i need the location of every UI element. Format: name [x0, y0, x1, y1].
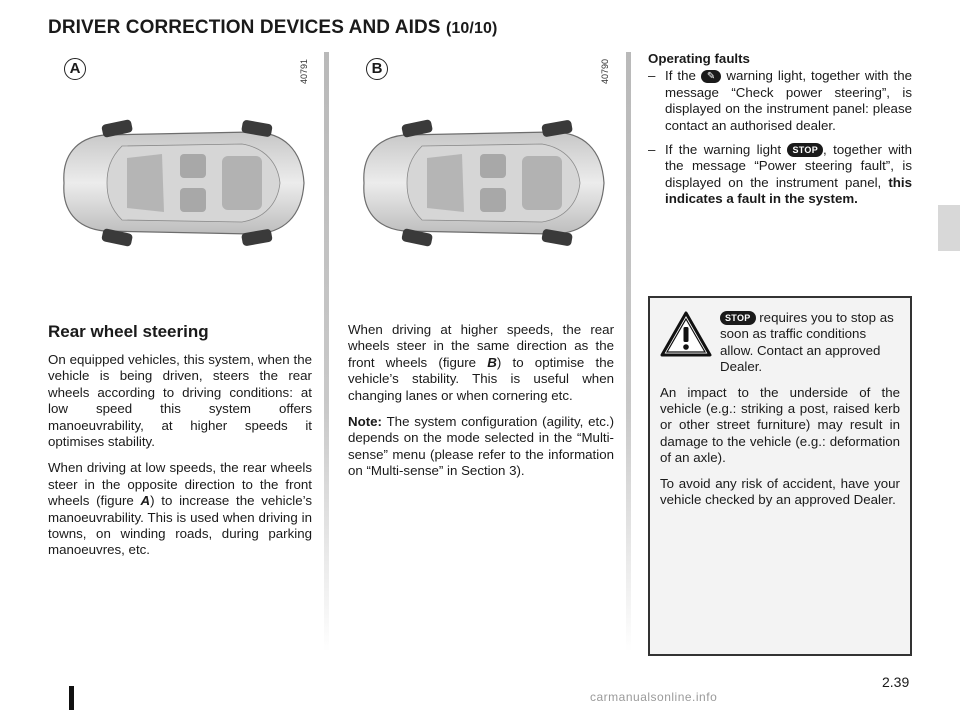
stop-warning-icon-box: STOP	[720, 311, 756, 325]
car-figure-b	[352, 118, 612, 248]
warning-top-text	[716, 310, 900, 376]
page-corner-mark	[69, 686, 74, 710]
column-divider-right	[626, 52, 631, 652]
page-number: 2.39	[882, 674, 910, 690]
warning-triangle-icon	[660, 310, 716, 376]
fault-1-a: If the	[665, 68, 701, 84]
figure-b-code: 40790	[600, 58, 610, 84]
warning-top-text-body: requires you to stop as soon as traffic conditions allow. Contact an approved Dealer.	[720, 310, 894, 375]
figure-a-label: A	[64, 58, 86, 80]
left-column	[48, 322, 312, 569]
warning-para-1: An impact to the underside of the vehicle (e.g.: striking a post, raised kerb or other street furniture) may result in damage to the vehicle (e.g.: deformation of an axle).	[660, 384, 900, 466]
figure-b-label: B	[366, 58, 388, 80]
fault-2-a: If the warning light	[665, 142, 788, 158]
middle-column	[348, 322, 614, 490]
note-label: Note:	[348, 414, 382, 430]
column-divider-left	[324, 52, 329, 652]
operating-faults	[648, 51, 912, 216]
section-tab	[938, 205, 960, 251]
left-para-2-a: When driving at low speeds, the rear wheels steer in the opposite direction to the front wheels (figure	[48, 460, 312, 509]
fault-2-b: , together with the message “Power steering fault”, is displayed on the instrument panel,	[665, 142, 912, 190]
fault-item-2	[648, 142, 912, 208]
warning-para-2: To avoid any risk of accident, have your vehicle checked by an approved Dealer.	[660, 475, 900, 508]
section-heading: Rear wheel steering	[48, 322, 209, 341]
title-text: DRIVER CORRECTION DEVICES AND AIDS	[48, 17, 441, 38]
middle-para-1-a: When driving at higher speeds, the rear wheels steer in the same direction as the front wheels (figure	[348, 322, 614, 370]
middle-para-1	[348, 322, 614, 404]
middle-para-1-fig: B	[487, 354, 497, 370]
faults-heading: Operating faults	[648, 51, 750, 66]
left-para-2-b: ) to increase the vehicle’s manoeuvrability. This is used when driving in towns, on winding roads, during parking manoeuvres, etc.	[48, 493, 312, 558]
steering-wrench-warning-icon: ✎	[701, 70, 721, 83]
title-page-of: (10/10)	[445, 20, 498, 37]
fault-dash-2: –	[648, 142, 656, 158]
car-figure-a	[52, 118, 312, 248]
fault-item-1	[648, 68, 912, 134]
fault-2-bold: this indicates a fault in the system.	[665, 174, 912, 207]
fault-dash-1: –	[648, 68, 656, 84]
watermark: carmanualsonline.info	[590, 690, 718, 704]
warning-box	[648, 296, 912, 656]
fault-1-b: warning light, together with the message “Check power steering”, is displayed on the instrument panel: please contact an authorised dealer.	[665, 68, 912, 133]
left-para-2-fig: A	[140, 493, 151, 509]
note-para	[348, 414, 614, 480]
figure-a-code: 40791	[299, 58, 309, 84]
stop-warning-icon: STOP	[787, 143, 823, 157]
left-para-1: On equipped vehicles, this system, when the vehicle is being driven, steers the rear wheels according to driving conditions: at low speed this system offers manoeuvrability, at higher speeds it optimises stability.	[48, 352, 312, 450]
middle-para-1-b: ) to optimise the vehicle’s stability. This is useful when changing lanes or when cornering etc.	[348, 354, 614, 403]
note-text: The system configuration (agility, etc.) depends on the mode selected in the “Multi-sense” menu (please refer to the information on “Multi-sense” in Section 3).	[348, 414, 614, 479]
page-title	[48, 17, 497, 39]
left-para-2	[48, 460, 312, 558]
